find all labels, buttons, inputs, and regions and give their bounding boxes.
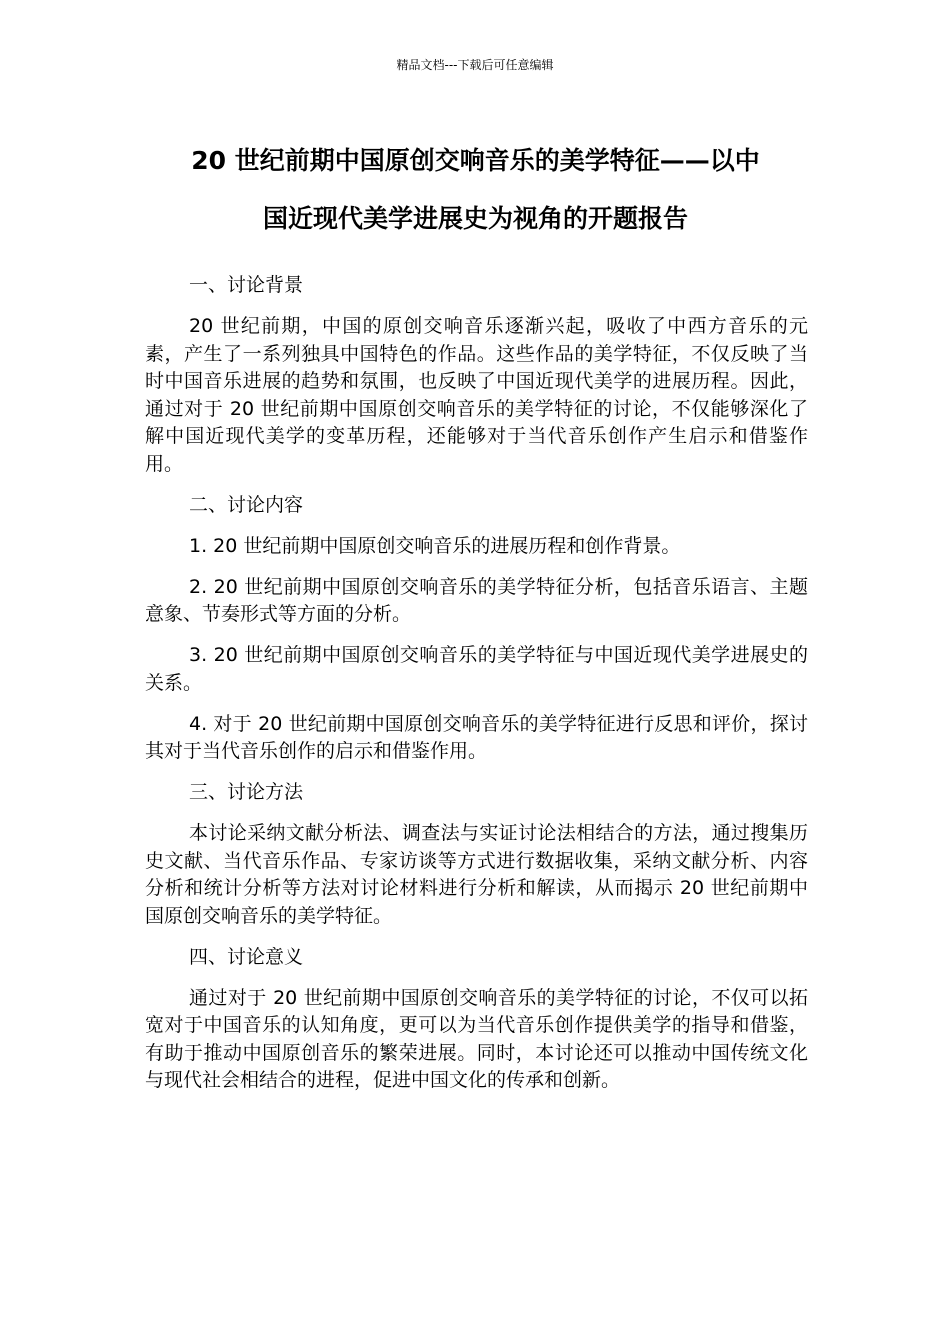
content-item-1: 1. 20 世纪前期中国原创交响音乐的进展历程和创作背景。: [189, 534, 681, 557]
document-title: [148, 132, 803, 248]
content-item-4: 4. 对于 20 世纪前期中国原创交响音乐的美学特征进行反思和评价，探讨其对于当代音乐创作的启示和借鉴作用。: [145, 712, 808, 762]
section-heading-significance: 四、讨论意义: [189, 945, 304, 968]
method-paragraph: 本讨论采纳文献分析法、调查法与实证讨论法相结合的方法，通过搜集历史文献、当代音乐作品、专家访谈等方式进行数据收集，采纳文献分析、内容分析和统计分析等方法对讨论材料进行分析和解读，从而揭示 20 世纪前期中国原创交响音乐的美学特征。: [145, 822, 808, 927]
title-line-1: 20 世纪前期中国原创交响音乐的美学特征——以中: [191, 146, 760, 175]
section-heading-background: 一、讨论背景: [189, 274, 304, 296]
document-body: [145, 272, 808, 1108]
significance-paragraph: 通过对于 20 世纪前期中国原创交响音乐的美学特征的讨论，不仅可以拓宽对于中国音乐的认知角度，更可以为当代音乐创作提供美学的指导和借鉴，有助于推动中国原创音乐的繁荣进展。同时，本讨论还可以推动中国传统文化与现代社会相结合的进程，促进中国文化的传承和创新。: [145, 986, 808, 1091]
content-item-2: 2. 20 世纪前期中国原创交响音乐的美学特征分析，包括音乐语言、主题意象、节奏形式等方面的分析。: [145, 575, 808, 625]
section-heading-content: 二、讨论内容: [189, 493, 304, 516]
title-line-2: 国近现代美学进展史为视角的开题报告: [262, 204, 688, 233]
page-header-note: 精品文档---下载后可任意编辑: [396, 58, 554, 72]
background-paragraph: 20 世纪前期，中国的原创交响音乐逐渐兴起，吸收了中西方音乐的元素，产生了一系列独具中国特色的作品。这些作品的美学特征，不仅反映了当时中国音乐进展的趋势和氛围，也反映了中国近现代美学的进展历程。因此，通过对于 20 世纪前期中国原创交响音乐的美学特征的讨论，不仅能够深化了解中国近现代美学的变革历程，还能够对于当代音乐创作产生启示和借鉴作用。: [145, 315, 808, 475]
section-heading-method: 三、讨论方法: [189, 781, 304, 803]
content-item-3: 3. 20 世纪前期中国原创交响音乐的美学特征与中国近现代美学进展史的关系。: [145, 644, 808, 694]
